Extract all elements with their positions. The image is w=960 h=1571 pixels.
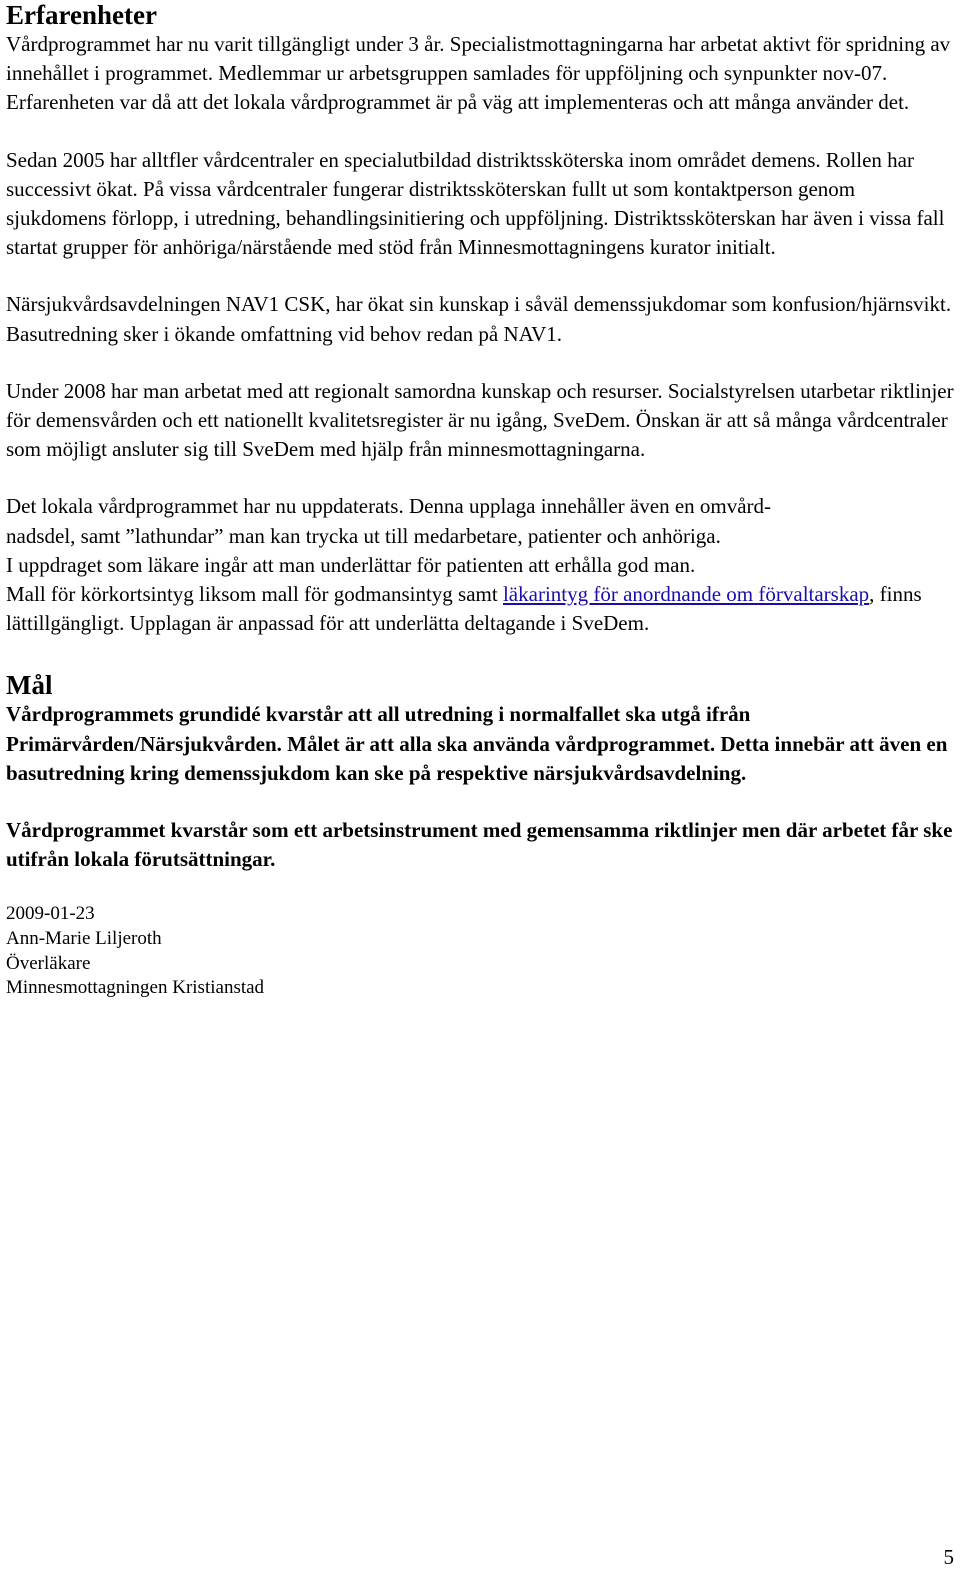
document-page <box>6 0 954 1001</box>
page-number: 5 <box>943 1545 954 1569</box>
paragraph-erfarenheter-5 <box>6 492 954 638</box>
signature-name: Ann-Marie Liljeroth <box>6 928 162 950</box>
paragraph-mal-2: Vårdprogrammet kvarstår som ett arbetsinstrument med gemensamma riktlinjer men där arbetet får ske utifrån lokala förutsättningar. <box>6 818 953 872</box>
paragraph-5-line-3: I uppdraget som läkare ingår att man underlättar för patienten att erhålla god man. <box>6 552 696 577</box>
signature-block <box>6 902 954 1000</box>
link-lakarintyg-forvaltarskap[interactable]: läkarintyg för anordnande om förvaltarskap <box>502 582 870 607</box>
signature-title: Överläkare <box>6 952 91 974</box>
paragraph-5-line-1: Det lokala vårdprogrammet har nu uppdaterats. Denna upplaga innehåller även en omvård- <box>6 494 772 519</box>
paragraph-erfarenheter-3: Närsjukvårdsavdelningen NAV1 CSK, har ökat sin kunskap i såväl demenssjukdomar som konfusion/hjärnsvikt. Basutredning sker i ökande omfattning vid behov redan på NAV1. <box>6 292 952 346</box>
paragraph-erfarenheter-1: Vårdprogrammet har nu varit tillgängligt under 3 år. Specialistmottagningarna har arbetat aktivt för spridning av innehållet i programmet. Medlemmar ur arbetsgruppen samlades för uppföljning och synpunkter nov-07. Erfarenheten var då att det lokala vårdprogrammet är på väg att implementeras och att många använder det. <box>6 32 951 115</box>
paragraph-erfarenheter-4: Under 2008 har man arbetat med att regionalt samordna kunskap och resurser. Socialstyrelsen utarbetar riktlinjer för demensvården och ett nationellt kvalitetsregister är nu igång, SveDem. Önskan är att så många vårdcentraler som möjligt ansluter sig till SveDem med hjälp från minnesmottagningarna. <box>6 378 954 462</box>
paragraph-5-line-4-post: , finns lättillgängligt. Upplagan är anpassad för att underlätta deltagande i SveDem. <box>6 582 922 636</box>
paragraph-mal-1: Vårdprogrammets grundidé kvarstår att all utredning i normalfallet ska utgå ifrån Primärvården/Närsjukvården. Målet är att alla ska använda vårdprogrammet. Detta innebär att även en basutredning kring demenssjukdom kan ske på respektive närsjukvårdsavdelning. <box>6 702 948 785</box>
section-heading-erfarenheter: Erfarenheter <box>6 0 157 30</box>
section-heading-mal: Mål <box>6 670 53 701</box>
signature-date: 2009-01-23 <box>6 903 95 925</box>
paragraph-5-line-2: nadsdel, samt ”lathundar” man kan trycka ut till medarbetare, patienter och anhöriga. <box>6 523 721 548</box>
signature-unit: Minnesmottagningen Kristianstad <box>6 977 265 999</box>
paragraph-5-line-4-pre: Mall för körkortsintyg liksom mall för godmansintyg samt <box>6 582 503 607</box>
paragraph-erfarenheter-2: Sedan 2005 har alltfler vårdcentraler en specialutbildad distriktssköterska inom området demens. Rollen har successivt ökat. På vissa vårdcentraler fungerar distriktssköterskan fullt ut som kontaktperson genom sjukdomens förlopp, i utredning, behandlingsinitiering och uppföljning. Distriktssköterskan har även i vissa fall startat grupper för anhöriga/närstående med stöd från Minnesmottagningens kurator initialt. <box>6 147 945 260</box>
